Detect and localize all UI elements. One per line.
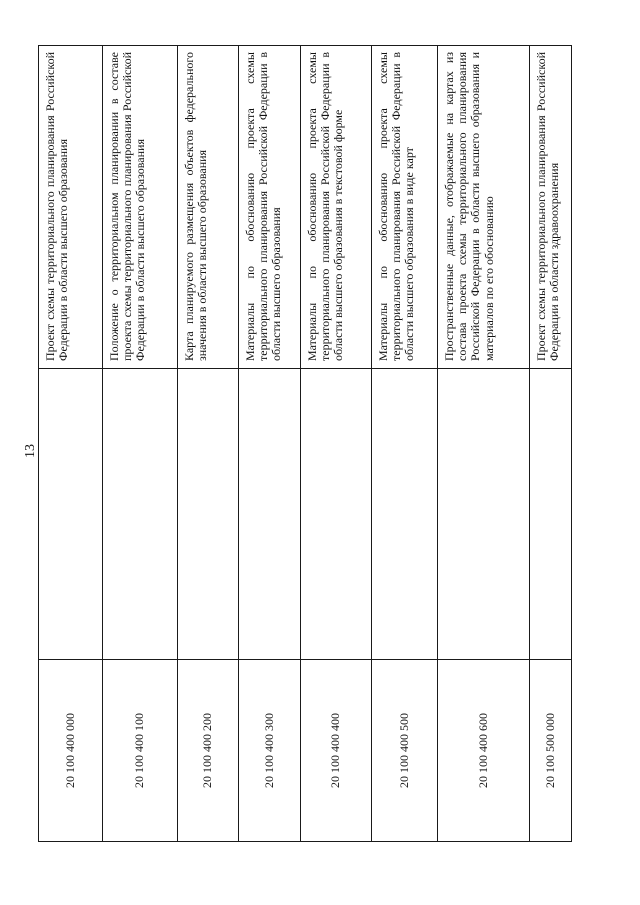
- code-cell: 20 100 500 000: [530, 660, 572, 842]
- description-cell: Проект схемы территориального планирования Российской Федерации в области здравоохранения: [530, 46, 572, 369]
- empty-cell: [301, 369, 372, 660]
- code-cell: 20 100 400 300: [239, 660, 301, 842]
- empty-cell: [39, 369, 103, 660]
- description-cell: Пространственные данные, отображаемые на картах из состава проекта схемы территориального планирования Российской Федерации в области высшего образования и материалов по его обоснованию: [438, 46, 530, 369]
- description-cell: Материалы по обоснованию проекта схемы территориального планирования Российской Федерации в области высшего образования: [239, 46, 301, 369]
- code-cell: 20 100 400 200: [178, 660, 239, 842]
- empty-cell: [372, 369, 438, 660]
- empty-cell: [103, 369, 178, 660]
- description-cell: Карта планируемого размещения объектов федерального значения в области высшего образования: [178, 46, 239, 369]
- classifier-table: [38, 45, 572, 842]
- code-cell: 20 100 400 000: [39, 660, 103, 842]
- empty-cell: [239, 369, 301, 660]
- table-row: [239, 46, 301, 842]
- description-cell: Проект схемы территориального планирования Российской Федерации в области высшего образования: [39, 46, 103, 369]
- description-cell: Материалы по обоснованию проекта схемы территориального планирования Российской Федерации в области высшего образования в виде карт: [372, 46, 438, 369]
- empty-cell: [178, 369, 239, 660]
- table-row: [438, 46, 530, 842]
- empty-cell: [438, 369, 530, 660]
- table-row: [103, 46, 178, 842]
- page-number: 13: [23, 444, 38, 458]
- table-row: [178, 46, 239, 842]
- code-cell: 20 100 400 100: [103, 660, 178, 842]
- table-row: [301, 46, 372, 842]
- description-cell: Положение о территориальном планировании в составе проекта схемы территориального планирования Российской Федерации в области высшего образования: [103, 46, 178, 369]
- table-row: [39, 46, 103, 842]
- code-cell: 20 100 400 600: [438, 660, 530, 842]
- code-cell: 20 100 400 400: [301, 660, 372, 842]
- code-cell: 20 100 400 500: [372, 660, 438, 842]
- description-cell: Материалы по обоснованию проекта схемы территориального планирования Российской Федерации в области высшего образования в текстовой форме: [301, 46, 372, 369]
- table-row: [372, 46, 438, 842]
- table-row: [530, 46, 572, 842]
- empty-cell: [530, 369, 572, 660]
